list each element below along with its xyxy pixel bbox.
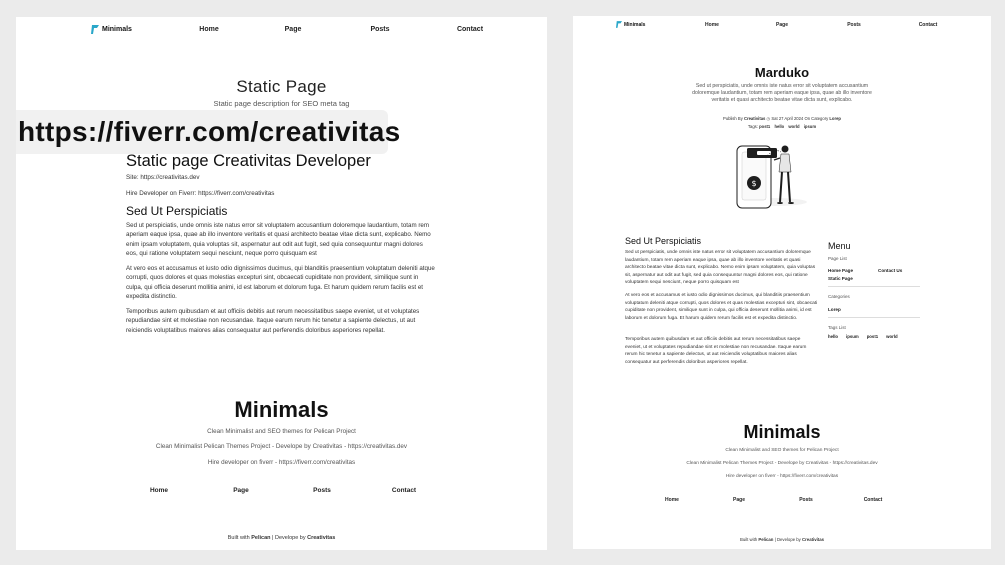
- nav-page[interactable]: Page: [776, 22, 788, 28]
- section-title: Sed Ut Perspiciatis: [625, 236, 702, 246]
- brand-name: Minimals: [624, 21, 646, 28]
- flag-logo-icon: [91, 25, 99, 34]
- meta-prefix: Publish By: [723, 116, 744, 121]
- site-line: Site: https://creativitas.dev: [126, 174, 200, 181]
- flag-logo-icon: [616, 21, 622, 28]
- sidebar-tag-world[interactable]: world: [886, 334, 898, 339]
- nav-posts[interactable]: Posts: [847, 22, 861, 28]
- meta-category[interactable]: Lorep: [829, 116, 841, 121]
- footer-line-3: Hire developer on fiverr - https://fiverr.com/creativitas: [725, 474, 839, 479]
- watermark-text: https://fiverr.com/creativitas: [18, 116, 401, 147]
- tag-hello[interactable]: hello: [774, 124, 785, 129]
- page-description: Static page description for SEO meta tag: [213, 99, 350, 108]
- tag-post1[interactable]: post1: [759, 124, 771, 129]
- footer-line-2: Clean Minimalist Pelican Themes Project - Develope by Creativitas - https://creativitas.dev: [155, 443, 408, 450]
- footer-line-1: Clean Minimalist and SEO themes for Pelican Project: [207, 428, 356, 435]
- footer-nav-posts[interactable]: Posts: [799, 497, 813, 503]
- built-with: [573, 537, 991, 542]
- nav-home[interactable]: Home: [705, 22, 719, 28]
- footer-nav-page[interactable]: Page: [233, 487, 249, 494]
- footer-nav-home[interactable]: Home: [665, 497, 679, 503]
- tag-world[interactable]: world: [788, 124, 800, 129]
- categories-label: Categories: [828, 294, 850, 299]
- brand-name: Minimals: [102, 26, 132, 33]
- sidebar-contact-us[interactable]: Contact Us: [878, 268, 903, 273]
- meta-date: ◷ Sat 27 April 2024: [766, 116, 804, 121]
- built-mid: | Develope by: [270, 535, 308, 541]
- page-list-label: Page List: [828, 256, 847, 261]
- post-meta: [573, 116, 991, 121]
- post-tags: [573, 124, 991, 129]
- post-summary: Sed ut perspiciatis, unde omnis iste natus error sit voluptatem accusantium doloremque laudantium, totam rem aperiam eaque ipsa, quae ab illo inventore veritatis et quasi architecto beatae vitae dicta sunt, explicabo.: [692, 83, 872, 104]
- sidebar-title: Menu: [828, 241, 851, 251]
- post-title: Marduko: [754, 65, 810, 80]
- built-mid: | Develope by: [773, 537, 803, 542]
- creativitas-link[interactable]: Creativitas: [802, 537, 825, 542]
- page-title: Static Page: [236, 77, 327, 96]
- sidebar-divider: [828, 317, 920, 318]
- sidebar-static-page[interactable]: Static Page: [828, 276, 853, 281]
- nav-posts[interactable]: Posts: [370, 26, 390, 33]
- footer-nav-posts[interactable]: Posts: [313, 487, 331, 494]
- footer-line-2: Clean Minimalist Pelican Themes Project - Develope by Creativitas - https://creativitas.dev: [686, 461, 878, 466]
- static-page-preview: [16, 17, 547, 550]
- creativitas-link[interactable]: Creativitas: [307, 535, 336, 541]
- paragraph-2: At vero eos et accusamus et iusto odio dignissimos ducimus, qui blanditiis praesentium voluptatum deleniti atque corrupti, quos dolores et quas molestias excepturi sint, obcaecati cupiditate non provident, similique sunt in culpa, qui officia deserunt mollitia animi, id est laborum et dolorum fuga. Et harum quidem rerum facilis est et expedita distinctio.: [126, 265, 435, 300]
- footer-nav-contact[interactable]: Contact: [391, 487, 417, 494]
- paragraph-1: Sed ut perspiciatis, unde omnis iste natus error sit voluptatem accusantium doloremque laudantium, totam rem aperiam eaque ipsa, quae ab illo inventore veritatis et quasi architecto beatae vitae dicta sunt, explicabo. Nemo enim ipsam voluptatem, quia voluptas sit, aspernatur aut odit aut fugit, sed quia consequuntur magni dolores eos, qui ratione voluptatem sequi nesciunt, neque porro quisquam est: [625, 250, 816, 286]
- paragraph-2: At vero eos et accusamus et iusto odio dignissimos ducimus, qui blanditiis praesentium voluptatum deleniti atque corrupti, quos dolores et quas molestias excepturi sint, obcaecati cupiditate non provident, similique sunt in culpa, qui officia deserunt mollitia animi, id est laborum et dolorum fuga. Et harum quidem rerum facilis est et expedita distinctio.: [625, 293, 818, 321]
- sidebar-divider: [828, 286, 920, 287]
- nav-home[interactable]: Home: [199, 26, 219, 33]
- paragraph-3: Temporibus autem quibusdam et aut officiis debitis aut rerum necessitatibus saepe eveniet, ut et voluptates repudiandae sint et molestiae non recusandae. Itaque earum rerum hic tenetur a sapiente delectus, ut aut reiciendis voluptatibus maiores alias consequatur aut perferendis doloribus asperiores repellat.: [625, 337, 807, 365]
- brand-logo[interactable]: [91, 25, 132, 34]
- sidebar-tag-post1[interactable]: post1: [866, 334, 879, 339]
- top-navbar: [16, 17, 547, 39]
- paragraph-1: Sed ut perspiciatis, unde omnis iste natus error sit voluptatem accusantium doloremque laudantium, totam rem aperiam eaque ipsa, quae ab illo inventore veritatis et quasi architecto beatae vitae dicta sunt, explicabo. Nemo enim ipsam voluptatem, quia voluptas sit, aspernatur aut odit aut fugit, sed quia consequuntur magni dolores eos, qui ratione voluptatem sequi nesciunt, neque porro quisquam est: [126, 222, 431, 257]
- nav-contact[interactable]: Contact: [918, 22, 938, 28]
- fiverr-watermark: [16, 110, 401, 154]
- built-prefix: Built with: [739, 537, 759, 542]
- built-with: [16, 535, 547, 541]
- pelican-link[interactable]: Pelican: [251, 535, 271, 541]
- tags-list-label: Tags List: [828, 325, 846, 330]
- nav-contact[interactable]: Contact: [456, 26, 484, 33]
- tags-label: Tags:: [747, 124, 760, 129]
- footer-line-3: Hire developer on fiverr - https://fiverr.com/creativitas: [207, 459, 356, 466]
- pelican-link[interactable]: Pelican: [758, 537, 774, 542]
- tag-ipsum[interactable]: ipsum: [803, 124, 817, 129]
- footer-title: Minimals: [234, 397, 329, 422]
- meta-on: On Category: [804, 116, 830, 121]
- sidebar-category-lorep[interactable]: Lorep: [828, 307, 841, 312]
- footer-title: Minimals: [743, 422, 821, 442]
- built-prefix: Built with: [227, 535, 252, 541]
- article-heading: Static page Creativitas Developer: [126, 152, 371, 170]
- sidebar-tag-ipsum[interactable]: ipsum: [846, 334, 859, 339]
- paragraph-3: Temporibus autem quibusdam et aut officiis debitis aut rerum necessitatibus saepe eveniet, ut et voluptates repudiandae sint et molestiae non recusandae. Itaque earum rerum hic tenetur a sapiente delectus, ut aut reiciendis voluptatibus maiores alias consequatur aut perferendis doloribus asperiores repellat.: [126, 308, 420, 334]
- svg-text:$: $: [751, 179, 757, 188]
- sidebar-menu: [828, 241, 923, 339]
- post-illustration: [733, 136, 813, 212]
- sidebar-tag-hello[interactable]: hello: [828, 334, 839, 339]
- top-navbar: [573, 16, 991, 32]
- footer-nav-home[interactable]: Home: [149, 487, 169, 494]
- hire-line: Hire Developer on Fiverr: https://fiverr.com/creativitas: [126, 190, 275, 197]
- sidebar-tag-list: [828, 334, 898, 339]
- sidebar-home-page[interactable]: Home Page: [828, 268, 854, 273]
- footer-line-1: Clean Minimalist and SEO themes for Pelican Project: [725, 448, 839, 453]
- post-page-preview: [573, 16, 991, 549]
- footer-nav-page[interactable]: Page: [733, 497, 745, 503]
- section-title: Sed Ut Perspiciatis: [126, 204, 228, 218]
- brand-logo[interactable]: [616, 21, 645, 28]
- footer-nav-contact[interactable]: Contact: [863, 497, 883, 503]
- nav-page[interactable]: Page: [284, 26, 302, 33]
- meta-author[interactable]: Creativitas: [743, 116, 766, 121]
